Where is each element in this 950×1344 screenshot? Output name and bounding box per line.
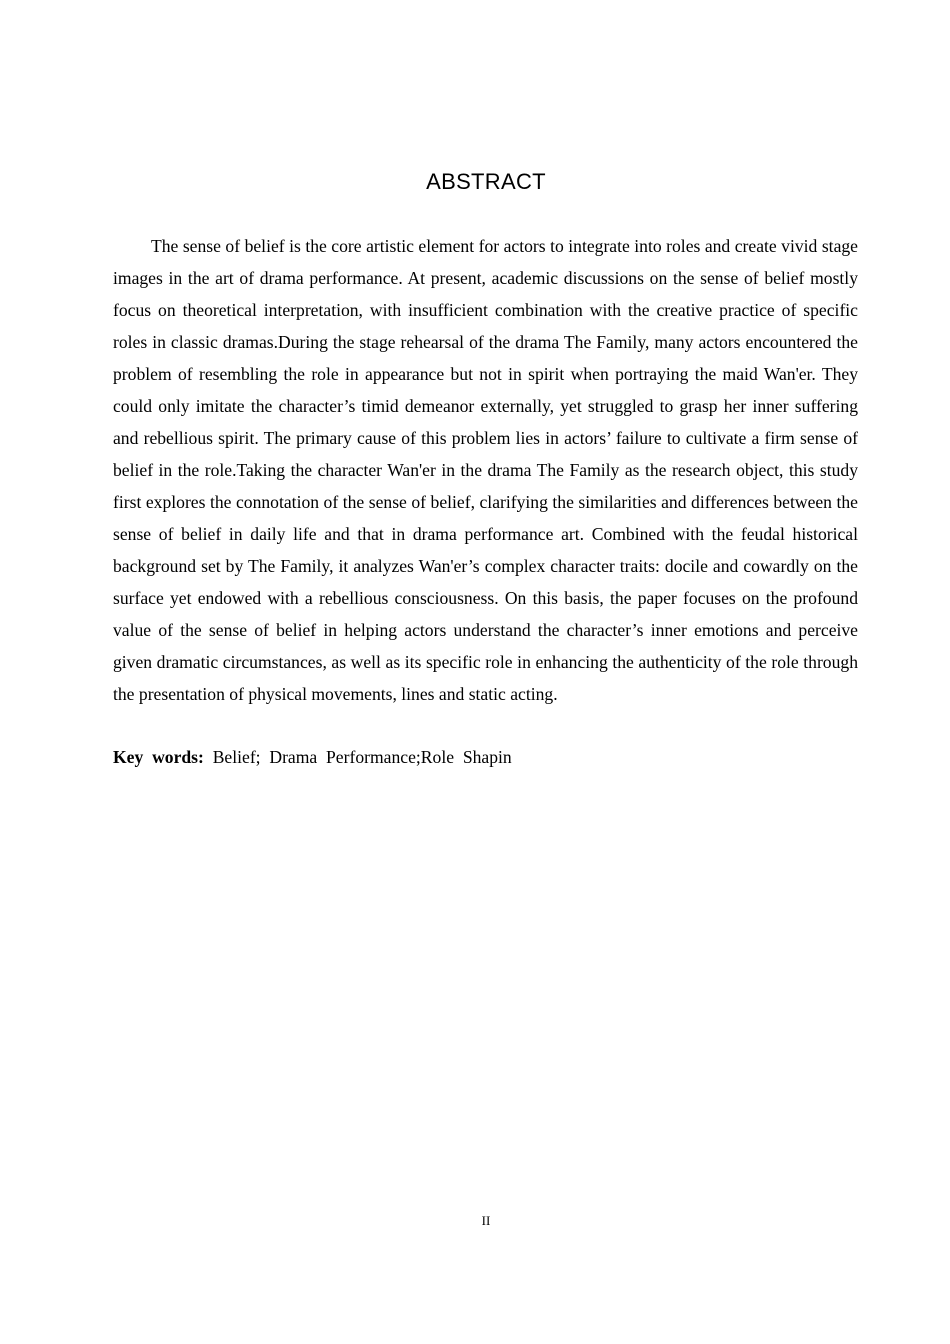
page-number: II [481, 1213, 491, 1228]
keywords-line [113, 741, 858, 773]
abstract-body: The sense of belief is the core artistic element for actors to integrate into roles and create vivid stage images in the art of drama performance. At present, academic discussions on the sense of belief mostly focus on theoretical interpretation, with insufficient combination with the creative practice of specific roles in classic dramas.During the stage rehearsal of the drama The Family, many actors encountered the problem of resembling the role in appearance but not in spirit when portraying the maid Wan'er. They could only imitate the character’s timid demeanor externally, yet struggled to grasp her inner suffering and rebellious spirit. The primary cause of this problem lies in actors’ failure to cultivate a firm sense of belief in the role.Taking the character Wan'er in the drama The Family as the research object, this study first explores the connotation of the sense of belief, clarifying the similarities and differences between the sense of belief in daily life and that in drama performance art. Combined with the feudal historical background set by The Family, it analyzes Wan'er’s complex character traits: docile and cowardly on the surface yet endowed with a rebellious consciousness. On this basis, the paper focuses on the profound value of the sense of belief in helping actors understand the character’s inner emotions and perceive given dramatic circumstances, as well as its specific role in enhancing the authenticity of the role through the presentation of physical movements, lines and static acting. [113, 236, 858, 704]
keywords-value: Belief; Drama Performance;Role Shapin [203, 747, 512, 767]
keywords-label: Key words: [113, 747, 204, 767]
abstract-title: ABSTRACT [426, 169, 546, 194]
